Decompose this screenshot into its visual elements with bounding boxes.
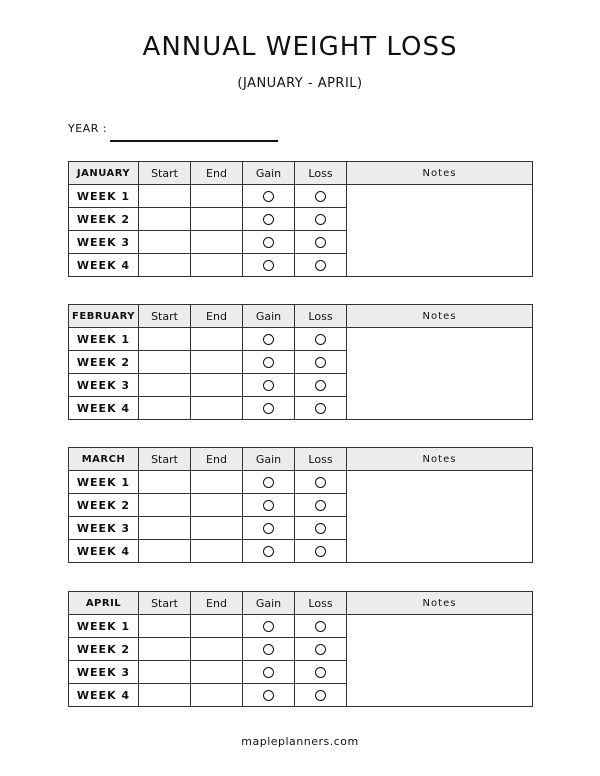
table-header-row [69,592,533,615]
week-label: WEEK 1 [69,615,139,638]
gain-cell [243,494,295,517]
column-end: End [191,592,243,615]
loss-cell [295,328,347,351]
loss-checkbox-circle[interactable] [315,644,326,655]
start-cell[interactable] [139,231,191,254]
table-row [69,185,533,208]
gain-cell [243,374,295,397]
end-cell[interactable] [191,397,243,420]
gain-cell [243,397,295,420]
gain-cell [243,185,295,208]
gain-cell [243,351,295,374]
loss-cell [295,351,347,374]
start-cell[interactable] [139,397,191,420]
table-row [69,328,533,351]
start-cell[interactable] [139,638,191,661]
column-start: Start [139,305,191,328]
column-loss: Loss [295,162,347,185]
loss-cell [295,208,347,231]
gain-checkbox-circle[interactable] [263,403,274,414]
loss-cell [295,185,347,208]
column-notes: Notes [347,162,533,185]
gain-checkbox-circle[interactable] [263,477,274,488]
month-table-february [68,304,533,420]
start-cell[interactable] [139,684,191,707]
week-label: WEEK 4 [69,684,139,707]
gain-checkbox-circle[interactable] [263,500,274,511]
gain-cell [243,615,295,638]
start-cell[interactable] [139,374,191,397]
gain-checkbox-circle[interactable] [263,523,274,534]
column-notes: Notes [347,448,533,471]
column-loss: Loss [295,448,347,471]
start-cell[interactable] [139,661,191,684]
gain-checkbox-circle[interactable] [263,546,274,557]
notes-area[interactable] [347,185,533,277]
loss-checkbox-circle[interactable] [315,191,326,202]
loss-checkbox-circle[interactable] [315,500,326,511]
column-gain: Gain [243,592,295,615]
week-label: WEEK 4 [69,540,139,563]
week-label: WEEK 4 [69,397,139,420]
table-header-row [69,162,533,185]
gain-checkbox-circle[interactable] [263,621,274,632]
loss-cell [295,397,347,420]
end-cell[interactable] [191,185,243,208]
loss-checkbox-circle[interactable] [315,621,326,632]
month-name: JANUARY [69,162,139,185]
gain-checkbox-circle[interactable] [263,191,274,202]
notes-area[interactable] [347,328,533,420]
footer-website: mapleplanners.com [241,735,359,748]
page-subtitle: (JANUARY - APRIL) [237,76,363,91]
loss-cell [295,374,347,397]
column-start: Start [139,592,191,615]
start-cell[interactable] [139,208,191,231]
loss-checkbox-circle[interactable] [315,546,326,557]
gain-cell [243,231,295,254]
loss-checkbox-circle[interactable] [315,403,326,414]
loss-cell [295,471,347,494]
table-row [69,471,533,494]
end-cell[interactable] [191,638,243,661]
loss-cell [295,540,347,563]
gain-checkbox-circle[interactable] [263,214,274,225]
start-cell[interactable] [139,185,191,208]
gain-checkbox-circle[interactable] [263,380,274,391]
column-gain: Gain [243,448,295,471]
end-cell[interactable] [191,494,243,517]
start-cell[interactable] [139,540,191,563]
end-cell[interactable] [191,540,243,563]
column-notes: Notes [347,305,533,328]
gain-checkbox-circle[interactable] [263,690,274,701]
end-cell[interactable] [191,374,243,397]
week-label: WEEK 1 [69,471,139,494]
week-label: WEEK 2 [69,208,139,231]
week-label: WEEK 1 [69,185,139,208]
start-cell[interactable] [139,328,191,351]
loss-checkbox-circle[interactable] [315,334,326,345]
month-name: APRIL [69,592,139,615]
week-label: WEEK 1 [69,328,139,351]
gain-checkbox-circle[interactable] [263,334,274,345]
end-cell[interactable] [191,351,243,374]
column-loss: Loss [295,305,347,328]
end-cell[interactable] [191,517,243,540]
loss-checkbox-circle[interactable] [315,667,326,678]
end-cell[interactable] [191,661,243,684]
month-table-march [68,447,533,563]
week-label: WEEK 2 [69,638,139,661]
gain-cell [243,208,295,231]
gain-cell [243,661,295,684]
end-cell[interactable] [191,328,243,351]
table-header-row [69,448,533,471]
gain-cell [243,517,295,540]
column-end: End [191,305,243,328]
week-label: WEEK 3 [69,231,139,254]
month-table-january [68,161,533,277]
gain-cell [243,540,295,563]
loss-cell [295,517,347,540]
table-row [69,615,533,638]
month-name: MARCH [69,448,139,471]
column-gain: Gain [243,305,295,328]
year-label: YEAR : [68,122,108,135]
column-end: End [191,162,243,185]
page-title: ANNUAL WEIGHT LOSS [142,32,458,62]
loss-cell [295,638,347,661]
end-cell[interactable] [191,208,243,231]
loss-checkbox-circle[interactable] [315,214,326,225]
loss-checkbox-circle[interactable] [315,380,326,391]
gain-cell [243,471,295,494]
year-field[interactable] [110,140,278,142]
start-cell[interactable] [139,615,191,638]
gain-cell [243,684,295,707]
start-cell[interactable] [139,471,191,494]
loss-checkbox-circle[interactable] [315,690,326,701]
column-notes: Notes [347,592,533,615]
table-header-row [69,305,533,328]
gain-cell [243,638,295,661]
week-label: WEEK 3 [69,374,139,397]
column-end: End [191,448,243,471]
start-cell[interactable] [139,517,191,540]
end-cell[interactable] [191,684,243,707]
week-label: WEEK 2 [69,494,139,517]
notes-area[interactable] [347,615,533,707]
loss-checkbox-circle[interactable] [315,523,326,534]
gain-checkbox-circle[interactable] [263,667,274,678]
loss-checkbox-circle[interactable] [315,260,326,271]
start-cell[interactable] [139,351,191,374]
column-loss: Loss [295,592,347,615]
month-table-april [68,591,533,707]
loss-cell [295,254,347,277]
end-cell[interactable] [191,615,243,638]
start-cell[interactable] [139,494,191,517]
loss-checkbox-circle[interactable] [315,477,326,488]
start-cell[interactable] [139,254,191,277]
gain-checkbox-circle[interactable] [263,237,274,248]
loss-cell [295,231,347,254]
notes-area[interactable] [347,471,533,563]
loss-cell [295,661,347,684]
column-gain: Gain [243,162,295,185]
week-label: WEEK 3 [69,517,139,540]
gain-cell [243,254,295,277]
week-label: WEEK 4 [69,254,139,277]
week-label: WEEK 2 [69,351,139,374]
loss-cell [295,494,347,517]
week-label: WEEK 3 [69,661,139,684]
end-cell[interactable] [191,254,243,277]
gain-checkbox-circle[interactable] [263,357,274,368]
gain-cell [243,328,295,351]
loss-cell [295,684,347,707]
loss-checkbox-circle[interactable] [315,357,326,368]
column-start: Start [139,162,191,185]
gain-checkbox-circle[interactable] [263,644,274,655]
month-name: FEBRUARY [69,305,139,328]
column-start: Start [139,448,191,471]
end-cell[interactable] [191,471,243,494]
end-cell[interactable] [191,231,243,254]
loss-cell [295,615,347,638]
gain-checkbox-circle[interactable] [263,260,274,271]
loss-checkbox-circle[interactable] [315,237,326,248]
